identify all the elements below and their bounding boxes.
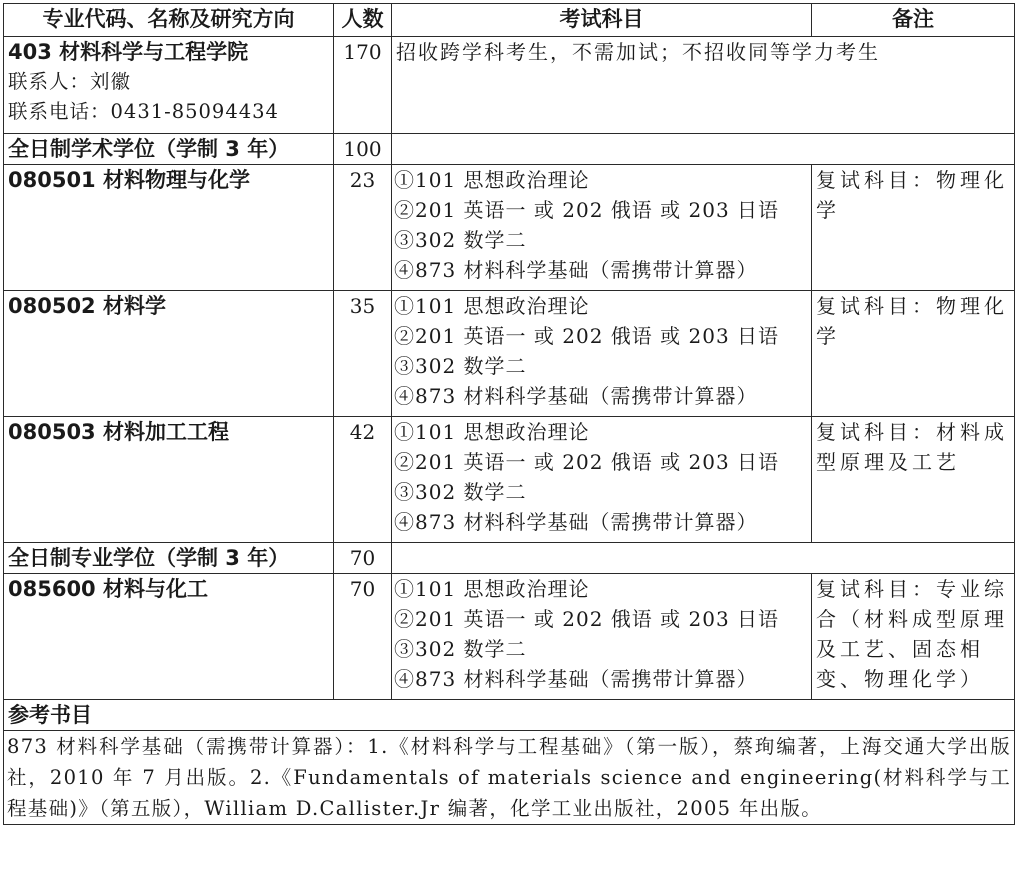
subject-line: ②201 英语一 或 202 俄语 或 203 日语 xyxy=(394,450,780,474)
major-subjects xyxy=(392,417,812,543)
references-text: 873 材料科学基础（需携带计算器）：1.《材料科学与工程基础》（第一版），蔡珣编著，上海交通大学出版社，2010 年 7 月出版。2.《Fundamentals of materials science and engineering(材料科学与工程基础)》（第五版），William D.Callister.Jr 编著，化学工业出版社，2005 年出版。 xyxy=(4,731,1015,825)
header-count: 人数 xyxy=(334,4,392,37)
professional-empty xyxy=(392,543,1015,574)
major-name: 080502 材料学 xyxy=(4,291,334,417)
subject-line: ③302 数学二 xyxy=(394,228,527,252)
subject-line: ③302 数学二 xyxy=(394,354,527,378)
subject-line: ①101 思想政治理论 xyxy=(394,168,590,192)
subject-line: ①101 思想政治理论 xyxy=(394,420,590,444)
major-subjects xyxy=(392,165,812,291)
references-body-row xyxy=(4,731,1015,825)
subject-line: ④873 材料科学基础（需携带计算器） xyxy=(394,258,758,282)
school-info-cell xyxy=(4,37,334,134)
references-title: 参考书目 xyxy=(4,700,1015,731)
header-row xyxy=(4,4,1015,37)
major-name: 080503 材料加工工程 xyxy=(4,417,334,543)
major-name: 080501 材料物理与化学 xyxy=(4,165,334,291)
school-count: 170 xyxy=(334,37,392,134)
subject-line: ①101 思想政治理论 xyxy=(394,294,590,318)
major-row xyxy=(4,574,1015,700)
academic-empty xyxy=(392,134,1015,165)
header-major: 专业代码、名称及研究方向 xyxy=(4,4,334,37)
major-count: 23 xyxy=(334,165,392,291)
major-row xyxy=(4,291,1015,417)
school-contact: 联系人：刘徽 xyxy=(8,70,132,93)
admissions-table xyxy=(3,3,1015,825)
subject-line: ③302 数学二 xyxy=(394,480,527,504)
major-remark: 复试科目：材料成型原理及工艺 xyxy=(812,417,1015,543)
subject-line: ④873 材料科学基础（需携带计算器） xyxy=(394,667,758,691)
school-name: 403 材料科学与工程学院 xyxy=(8,40,249,64)
major-name: 085600 材料与化工 xyxy=(4,574,334,700)
subject-line: ②201 英语一 或 202 俄语 或 203 日语 xyxy=(394,607,780,631)
school-phone: 联系电话：0431-85094434 xyxy=(8,100,279,123)
header-remarks: 备注 xyxy=(812,4,1015,37)
major-row xyxy=(4,165,1015,291)
school-note: 招收跨学科考生，不需加试；不招收同等学力考生 xyxy=(392,37,1015,134)
subject-line: ④873 材料科学基础（需携带计算器） xyxy=(394,510,758,534)
major-subjects xyxy=(392,291,812,417)
subject-line: ②201 英语一 或 202 俄语 或 203 日语 xyxy=(394,324,780,348)
major-count: 35 xyxy=(334,291,392,417)
academic-count: 100 xyxy=(334,134,392,165)
subject-line: ①101 思想政治理论 xyxy=(394,577,590,601)
subject-line: ④873 材料科学基础（需携带计算器） xyxy=(394,384,758,408)
major-count: 42 xyxy=(334,417,392,543)
header-subjects: 考试科目 xyxy=(392,4,812,37)
professional-row xyxy=(4,543,1015,574)
academic-label: 全日制学术学位（学制 3 年） xyxy=(4,134,334,165)
major-subjects xyxy=(392,574,812,700)
major-row xyxy=(4,417,1015,543)
references-title-row xyxy=(4,700,1015,731)
subject-line: ②201 英语一 或 202 俄语 或 203 日语 xyxy=(394,198,780,222)
school-row xyxy=(4,37,1015,134)
major-remark: 复试科目：专业综合（材料成型原理及工艺、固态相变、物理化学） xyxy=(812,574,1015,700)
professional-label: 全日制专业学位（学制 3 年） xyxy=(4,543,334,574)
major-remark: 复试科目：物理化学 xyxy=(812,291,1015,417)
major-remark: 复试科目：物理化学 xyxy=(812,165,1015,291)
professional-count: 70 xyxy=(334,543,392,574)
major-count: 70 xyxy=(334,574,392,700)
subject-line: ③302 数学二 xyxy=(394,637,527,661)
academic-row xyxy=(4,134,1015,165)
